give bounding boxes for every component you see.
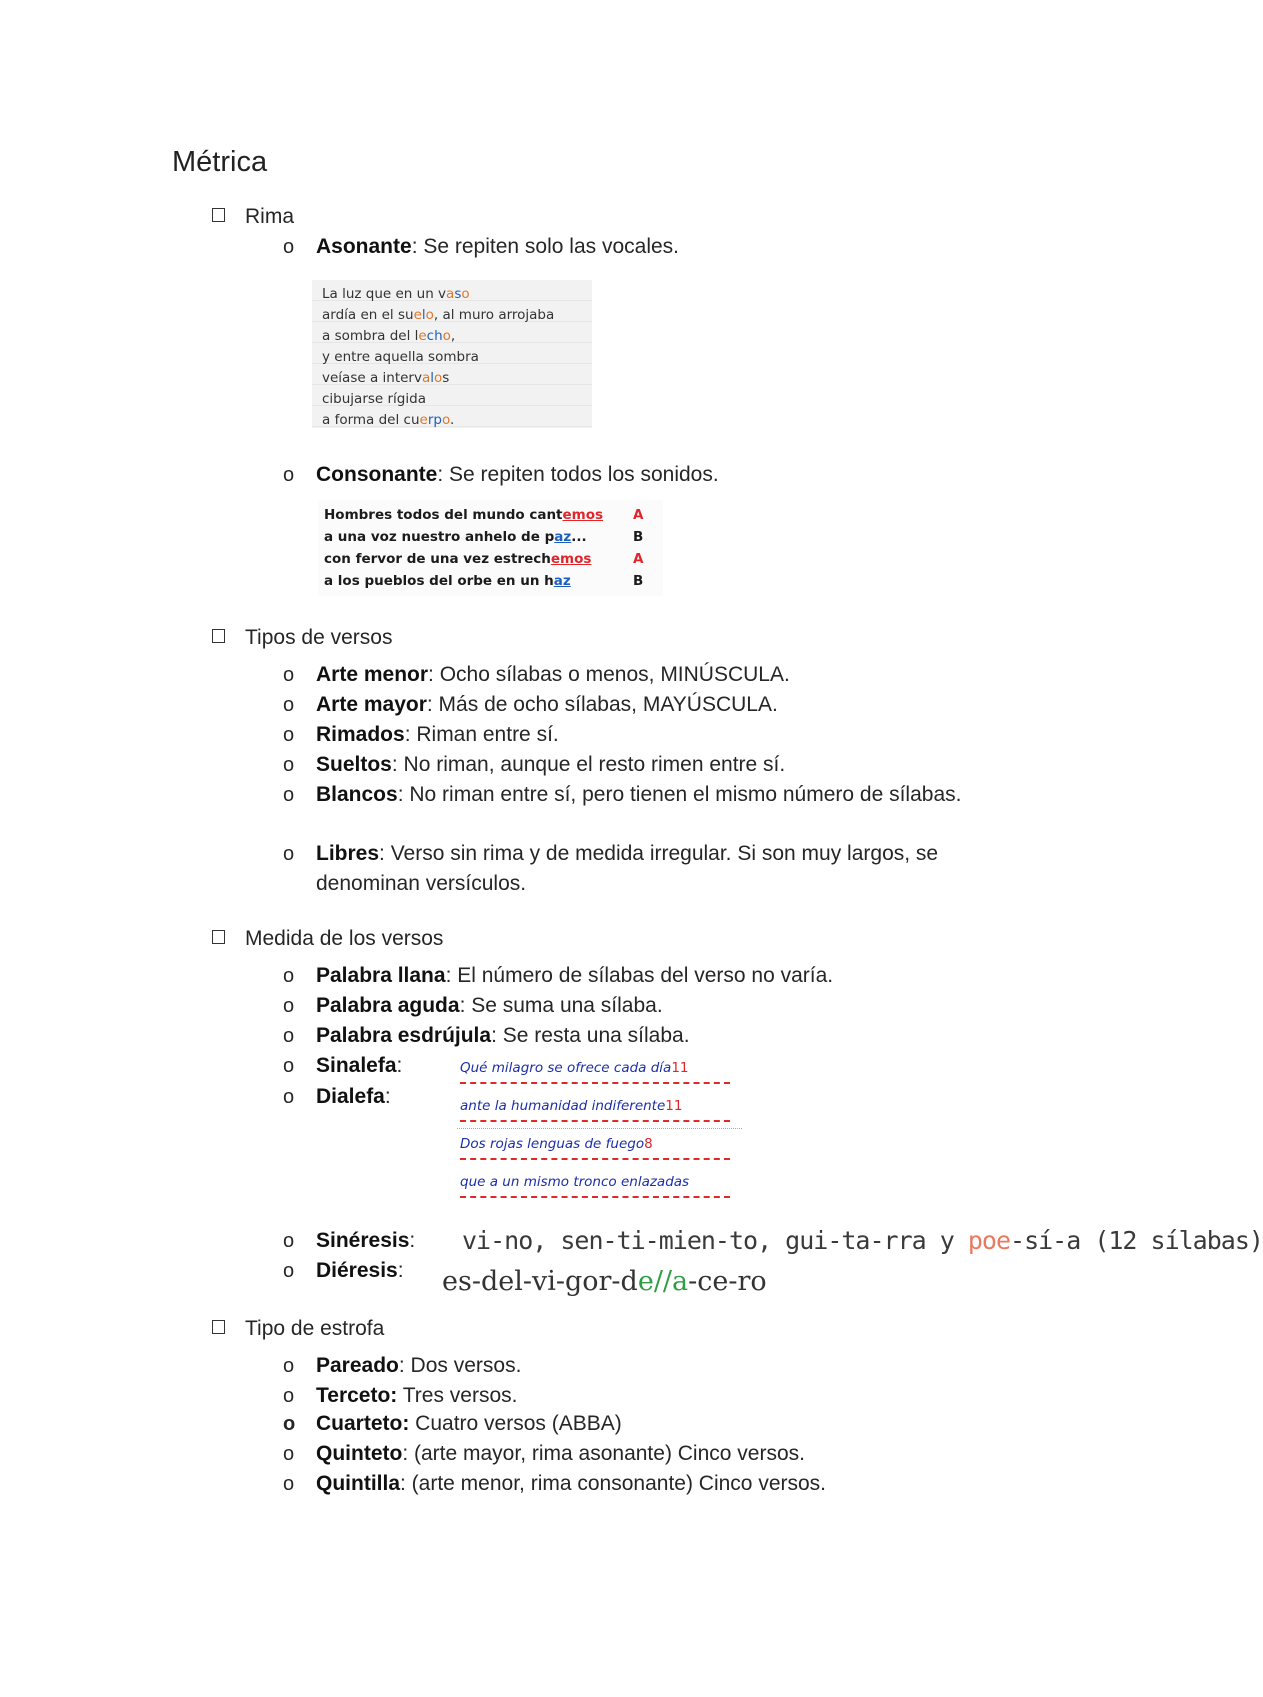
bullet-icon: o xyxy=(283,664,295,686)
poem-line: ardía en el suelo, al muro arrojaba xyxy=(322,307,555,323)
bullet-icon: o xyxy=(283,1385,295,1407)
bullet-icon: o xyxy=(283,464,295,486)
poem-line: con fervor de una vez estrechemos xyxy=(324,551,592,567)
bullet-icon: o xyxy=(283,1230,295,1252)
bullet-icon: o xyxy=(283,1473,295,1495)
bullet-icon: o xyxy=(283,754,295,776)
syllable-dashes xyxy=(460,1158,730,1160)
poem-line: Qué milagro se ofrece cada día11 xyxy=(460,1060,689,1076)
rhyme-letter: A xyxy=(633,507,644,523)
bullet-icon: o xyxy=(283,724,295,746)
poem-line: a una voz nuestro anhelo de paz... xyxy=(324,529,587,545)
rhyme-letter: B xyxy=(633,573,644,589)
bullet-icon: o xyxy=(283,1355,295,1377)
bullet-icon: o xyxy=(283,236,295,258)
bullet-icon: o xyxy=(283,965,295,987)
poem-line: y entre aquella sombra xyxy=(322,349,479,365)
section-tipos-heading: Tipos de versos xyxy=(212,626,392,650)
rhyme-letter: A xyxy=(633,551,644,567)
poem-line: Dos rojas lenguas de fuego8 xyxy=(460,1136,653,1152)
poem-line: a sombra del lecho, xyxy=(322,328,456,344)
poem-line: La luz que en un vaso xyxy=(322,286,470,302)
bullet-icon: o xyxy=(283,995,295,1017)
sineresis-example: vi-no, sen-ti-mien-to, gui-ta-rra y poe-sí-a (12 sílabas) xyxy=(462,1226,1263,1255)
poem-line: Hombres todos del mundo cantemos xyxy=(324,507,604,523)
bullet-icon: o xyxy=(283,1260,295,1282)
asonante-poem-image xyxy=(312,280,592,428)
section-rima-heading: Rima xyxy=(212,205,294,229)
section-estrofa-heading: Tipo de estrofa xyxy=(212,1317,384,1341)
bullet-icon: o xyxy=(283,694,295,716)
consonante-poem-image xyxy=(318,500,663,596)
bullet-icon: o xyxy=(283,1086,295,1108)
page-title: Métrica xyxy=(172,146,268,178)
syllable-dashes xyxy=(460,1082,730,1084)
section-medida-heading: Medida de los versos xyxy=(212,927,443,951)
rhyme-letter: B xyxy=(633,529,644,545)
poem-line: a los pueblos del orbe en un haz xyxy=(324,573,571,589)
bullet-icon: o xyxy=(283,784,295,806)
checkbox-bullet-icon xyxy=(212,930,225,944)
poem-line: ante la humanidad indiferente11 xyxy=(460,1098,683,1114)
bullet-icon: o xyxy=(283,1025,295,1047)
dieresis-example: es-del-vi-gor-de//a-ce-ro xyxy=(442,1266,767,1297)
bullet-icon: o xyxy=(283,843,295,865)
bullet-icon: o xyxy=(283,1413,296,1435)
checkbox-bullet-icon xyxy=(212,629,225,643)
checkbox-bullet-icon xyxy=(212,1320,225,1334)
syllable-dashes xyxy=(460,1196,730,1198)
bullet-icon: o xyxy=(283,1055,295,1077)
bullet-icon: o xyxy=(283,1443,295,1465)
checkbox-bullet-icon xyxy=(212,208,225,222)
syllable-dashes xyxy=(460,1120,730,1122)
poem-line: a forma del cuerpo. xyxy=(322,412,455,428)
poem-line: cibujarse rígida xyxy=(322,391,426,407)
dotted-separator xyxy=(457,1128,742,1129)
poem-line: veíase a intervalos xyxy=(322,370,450,386)
sinalefa-dialefa-poem-image xyxy=(455,1058,745,1208)
document-page: Métrica Rima o Asonante: Se repiten solo las vocales. La luz que en un vaso ardía en el suelo, al muro arrojaba a sombra del lecho, y entre aquella sombra veíase a intervalos cibujarse rígida a forma del cuerpo. o Consonante: Se repiten todos los sonidos. Hombres todos del mundo cantemos A a una voz nuestro anhelo de paz... B con fervor de una vez estrechemos A a los pueblos del orbe en un haz B Tipos de versos o Arte menor: Ocho sílabas o menos, MINÚSCULA. o Arte mayor: Más de ocho sílabas, MAYÚSCULA. o Rimados: Riman entre sí. o Sueltos: No riman, aunque el resto rimen entre sí. o Blancos: No riman entre sí, pero tienen el mismo número de sílabas. o Libres: Verso sin rima y de medida irregular. Si son muy largos, se denominan versículos. Medida de los versos o Palabra llana: El número de sílabas del verso no varía. o Palabra aguda: Se suma una sílaba. o Palabra esdrújula: Se resta una sílaba. o Sinalefa: o Dialefa: o Sinéresis: o Diéresis: Qué milagro se ofrece cada día11 ante la humanidad indiferente11 Dos rojas lenguas de fuego8 que a un mismo tronco enlazadas vi-no, sen-ti-mien-to, gui-ta-rra y poe-sí-a (12 sílabas) es-del-vi-gor-de//a-ce-ro Tipo de estrofa o Pareado: Dos versos. o Terceto: Tres versos. o Cuarteto: Cuatro versos (ABBA) o Quinteto: (arte mayor, rima asonante) Cinco versos. o Quintilla: (arte menor, rima consonante) Cinco versos. xyxy=(0,0,1200,1697)
poem-line: que a un mismo tronco enlazadas xyxy=(460,1174,690,1190)
